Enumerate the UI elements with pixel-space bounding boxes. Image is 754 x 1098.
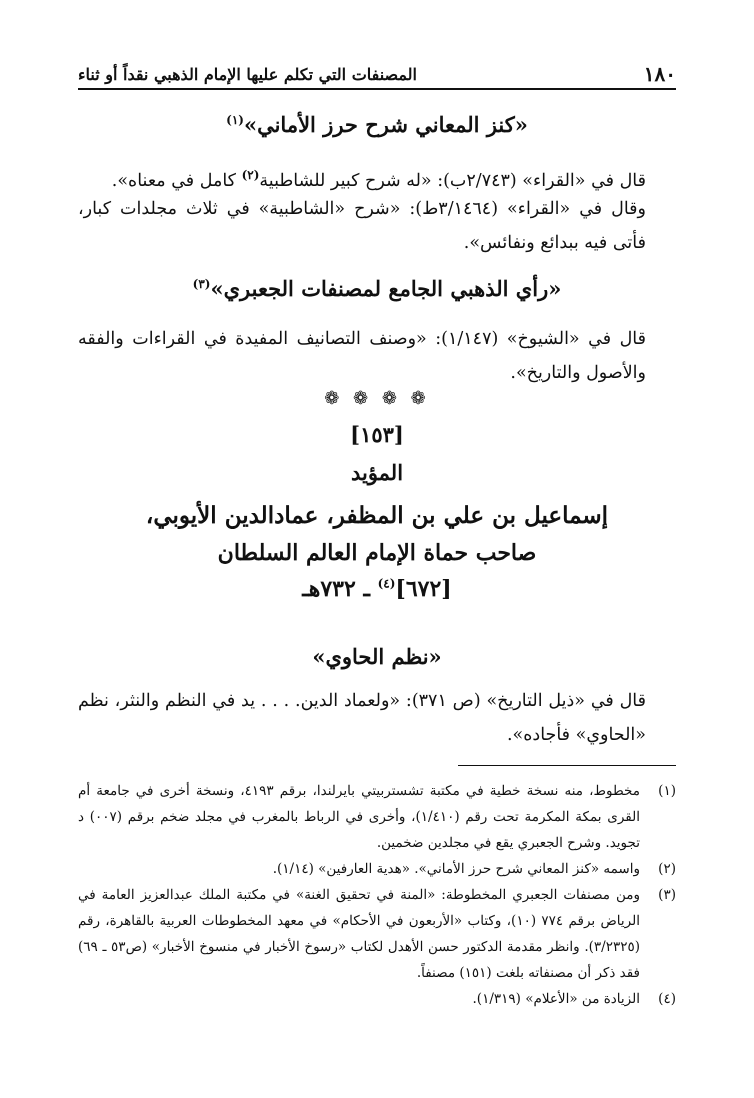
paragraph-text: كامل في معناه». (111, 170, 242, 191)
footnote-item (78, 778, 676, 856)
footnote-ref: (٤) (377, 576, 396, 591)
paragraph-text: قال في «القراء» (٢/٧٤٣ب): «له شرح كبير للشاطبية (259, 170, 646, 191)
footnote-ref: (١) (226, 113, 244, 127)
footnote-rule (458, 765, 676, 766)
footnote-ref: (٢) (241, 168, 260, 182)
entry-subtitle: صاحب حماة الإمام العالم السلطان (217, 540, 537, 566)
section-title-hawi: «نظم الحاوي» (312, 644, 442, 669)
entry-dates (78, 576, 676, 602)
footnote-number: (٤) (658, 991, 676, 1007)
section-title-jabari (78, 276, 676, 301)
entry-name: إسماعيل بن علي بن المظفر، عمادالدين الأيوبي، (145, 502, 609, 529)
footnote-number: (١) (658, 783, 676, 799)
book-page (78, 0, 676, 1098)
paragraph-shuyukh: قال في «الشيوخ» (١/١٤٧): «وصنف التصانيف المفيدة في القراءات والفقه والأصول والتاريخ». (78, 329, 646, 383)
section-title-text: «كنز المعاني شرح حرز الأماني» (243, 112, 528, 137)
entry-birth: [٦٧٢] (395, 576, 452, 602)
section-title-kanz (78, 112, 676, 137)
footnotes (78, 778, 676, 1012)
entry-number: [١٥٣] (350, 422, 404, 447)
section-title-text: «رأي الذهبي الجامع لمصنفات الجعبري» (210, 276, 562, 301)
page-number: ١٨٠ (643, 62, 676, 86)
running-header (78, 60, 676, 90)
running-title: المصنفات التي تكلم عليها الإمام الذهبي نقداً أو ثناء (78, 64, 417, 84)
footnote-text: واسمه «كنز المعاني شرح حرز الأماني». «هدية العارفين» (١/١٤). (272, 861, 640, 877)
paragraph-qurra-2: وقال في «القراء» (٣/١٤٦٤ط): «شرح «الشاطبية» في ثلاث مجلدات كبار، فأتى فيه ببدائع ونفائس». (78, 199, 646, 253)
footnote-item (78, 882, 676, 986)
separator-ornament: ❁ ❁ ❁ ❁ (324, 388, 430, 409)
footnote-number: (٢) (658, 861, 676, 877)
footnote-text: الزيادة من «الأعلام» (١/٣١٩). (472, 991, 640, 1007)
footnote-text: مخطوط، منه نسخة خطية في مكتبة تشستربيتي بايرلندا، برقم ٤١٩٣، ونسخة أخرى في جامعة أم القرى بمكة المكرمة تحت رقم (١/٤١٠)، وأخرى في الرباط بالمغرب في مجلد ضخم برقم (٠٠٧) د تجويد. وشرح الجعبري يقع في مجلدين ضخمين. (78, 783, 640, 851)
entry-death: ـ ٧٣٢هـ (302, 576, 378, 602)
footnote-text: ومن مصنفات الجعبري المخطوطة: «المنة في تحقيق الغنة» في مكتبة الملك عبدالعزيز العامة في الرياض برقم ٧٧٤ (١٠)، وكتاب «الأربعون في الأحكام» في معهد المخطوطات العربية بالقاهرة، رقم (٣/٢٣٢٥). وانظر مقدمة الدكتور حسن الأهدل لكتاب «رسوخ الأخبار في منسوخ الأخبار» (ص٥٣ ـ ٦٩) فقد ذكر أن مصنفاته بلغت (١٥١) مصنفاً. (78, 887, 640, 981)
entry-title: المؤيد (350, 460, 404, 485)
footnote-ref: (٣) (192, 277, 211, 291)
footnote-item (78, 986, 676, 1012)
footnote-number: (٣) (658, 887, 676, 903)
paragraph-dhayl: قال في «ذيل التاريخ» (ص ٣٧١): «ولعماد الدين. . . . يد في النظم والنثر، نظم «الحاوي» فأجاده». (78, 691, 646, 745)
footnote-item (78, 856, 676, 882)
